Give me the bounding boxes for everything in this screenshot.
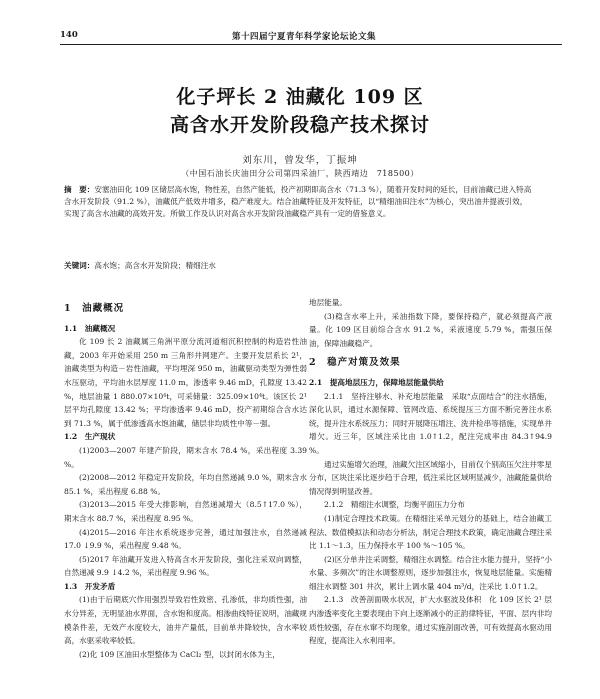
section-heading: 2 稳产对策及效果 <box>309 357 401 369</box>
paragraph: (3)稳含水率上升，采油指数下降，要保持稳产，就必须提高产液量。化 109 区目前综合含水 91.2 %，采液速度 5.79 %，需强压保油，保障油藏稳产。 <box>309 311 552 348</box>
subsection-heading: 1.1 油藏概况 <box>64 323 116 333</box>
paragraph: (4)2015—2016 年注水系统逐步完善，通过加强注水，自然递减 17.0 ↓9.9 %，采出程度 9.48 %。 <box>64 527 307 551</box>
subsection-heading: 1.3 开发矛盾 <box>64 581 116 591</box>
paragraph: (5)2017 年油藏开发进入特高含水开发阶段，强化注采双向调整，自然递减 9.9 ↓4.2 %，采出程度 9.96 %。 <box>64 554 307 578</box>
keywords-label: 关键词： <box>64 261 95 270</box>
subsection-heading: 1.2 生产现状 <box>64 432 116 442</box>
paragraph: (1)制定合理技术政策。在精细注采单元划分的基础上，结合油藏工程法、数值模拟法和动态分析法，制定合理技术政策，确定油藏合理注采比 1.1～1.3，压力保持水平 100 %～105 %。 <box>309 513 552 551</box>
right-column <box>309 296 552 648</box>
keywords-text: 高水饱；高含水开发阶段；精细注水 <box>94 261 216 270</box>
paragraph: (1)由于后期底穴作用强烈导致岩性致密、孔渗低，非均质性强，油水分异差，无明显油水界面，含水饱和度高。相渗曲线特征说明，油藏规模条件差，无效产水度较大，油井产量低，目前单井降较快，含水率较高，水驱采收率较低。 <box>64 595 307 646</box>
affiliation: （中国石油长庆油田分公司第四采油厂，陕西靖边 718500） <box>181 169 419 178</box>
subsection-heading: 2.1 提高地层压力，保障地层能量供给 <box>309 377 444 387</box>
paragraph: (1)2003—2007 年建产阶段，期末含水 78.4 %，采出程度 3.39 %。 <box>64 445 307 469</box>
paper-title-line1: 化子坪长 2 油藏化 109 区 <box>176 86 424 108</box>
author-list: 刘东川，曾发华，丁振坤 <box>242 155 358 166</box>
abstract <box>64 184 534 220</box>
keywords <box>64 260 534 271</box>
paragraph: (2)化 109 区油田水型整体为 CaCl₂ 型，以封闭水体为主， <box>79 649 280 659</box>
journal-title: 第十四届宁夏青年科学家论坛论文集 <box>232 32 377 42</box>
abstract-text: 安塞油田化 109 区储层高水饱，物性差，自然产能低，投产初期即高含水（71.3 %），随着开发时间的延长，目前油藏已进入特高含水开发阶段（91.2 %），油藏低产低效井增多，稳产难度大。结合油藏特征及开发特征，以“精细油田注水”为核心，突出油井提液引效，实现了高含水油藏的高效开发。所做工作及认识对高含水开发阶段油藏稳产具有一定的借鉴意义。 <box>64 185 532 218</box>
running-header <box>60 28 562 45</box>
paragraph: 化 109 长 2 油藏属三角洲平原分流河道相沉积控制的构造岩性油藏，2003 年开始采用 250 m 三角形井网建产。主要开发层系长 2¹，油藏类型为构造－岩性油藏，平均埋深 950 m，油藏驱动类型为弹性弱水压驱动，平均油水层厚度 11.0 m，渗透率 9.46 mD，孔隙度 13.42 %，地层油量 1 880.07×10⁴t，可采储量：325.09×10⁴t。该区长 2¹ 层平均孔隙度 13.42 %；平均渗透率 9.46 mD，投产初期综合含水达到 71.3 %，属于低渗透高水饱油藏，储层非均质性中等－强。 <box>64 337 307 428</box>
page-number: 140 <box>60 30 78 40</box>
paragraph: 2.1.1 坚持注够水、补充地层能量 采取“点面结合”的注水措施，深化认识，通过水源保障、管网改造、系统提压三方面不断完善注水系统，提升注水系统压力；同时开展降压增注、洗井检串等措施，实现单井增欠。近三年，区域注采比由 1.0↑1.2，配注完成率由 84.3↑94.9 %。 <box>309 391 552 455</box>
paragraph: (2)区分单井注采调整，精细注水调整。结合注水能力提升，坚持“小水量、多频次”的注水调整原则，逐步加强注水，恢复地层能量。实施精细注水调整 301 井次，累计上调水量 404 m³/d，注采比 1.0↑1.2。 <box>309 554 552 591</box>
left-column <box>64 296 307 661</box>
paragraph: (3)2013—2015 年受大排影响，自然递减增大（8.5↑17.0 %），期末含水 88.7 %，采出程度 8.95 %。 <box>64 500 307 523</box>
paragraph: 2.1.3 改善剖面吸水状况，扩大水驱波及体积 化 109 区长 2¹ 层内渗透率变化主要表现由下向上逐渐减小的正韵律特征，平面、层内非均质性较强，存在水窜不均现象，通过实施剖面改善，可有效提高水驱动用程度，提高注入水利用率。 <box>309 595 552 646</box>
paragraph: 地层能量。 <box>309 298 347 307</box>
paragraph: 通过实施增欠治理，油藏欠注区域缩小，目前仅个别高压欠注井零星分布，区块注采比逐步趋于合理，低注采比区域明显减少，油藏能量供给情况得到明显改善。 <box>309 459 552 496</box>
paragraph: 2.1.2 精细注水调整，均衡平面压力分布 <box>324 500 465 510</box>
paragraph: (2)2008—2012 年稳定开发阶段，年均自然递减 9.0 %，期末含水 85.1 %，采出程度 6.88 %。 <box>64 473 307 496</box>
abstract-label: 摘 要： <box>64 185 95 194</box>
paper-title-line2: 高含水开发阶段稳产技术探讨 <box>169 114 430 136</box>
section-heading: 1 油藏概况 <box>64 303 125 314</box>
